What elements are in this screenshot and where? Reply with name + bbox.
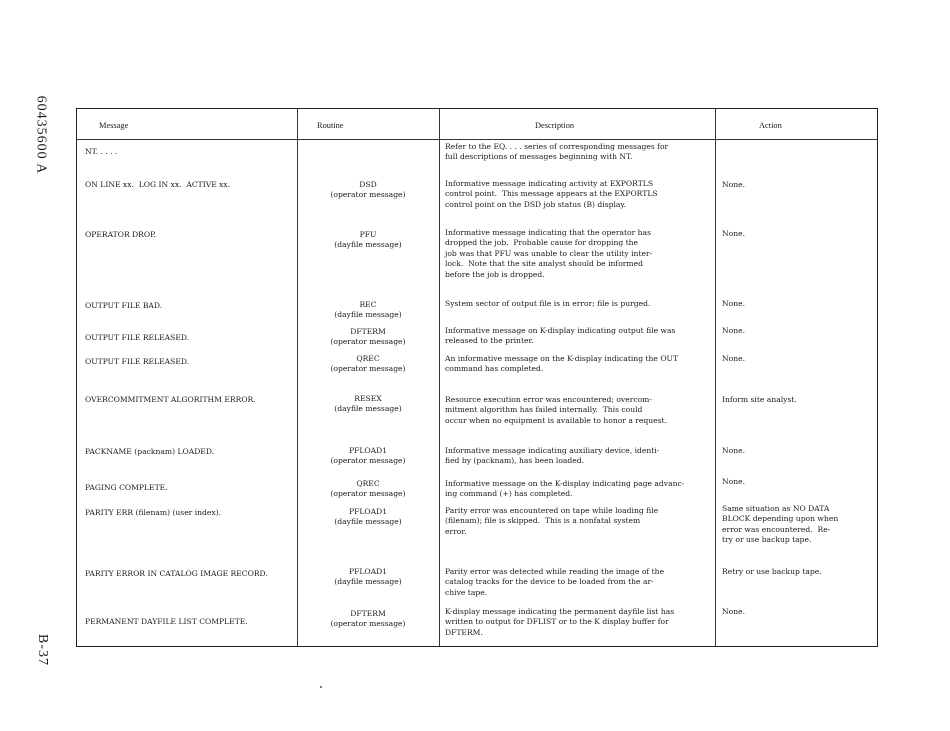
row-action: None. <box>722 299 746 308</box>
row-message: OPERATOR DROP. <box>85 230 157 239</box>
page-number-text: B-37 <box>35 634 50 666</box>
row-action: None. <box>722 477 746 486</box>
row-description: Informative message indicating auxiliary device, identi- fied by (packnam), has been loaded. <box>445 446 660 466</box>
row-action: None. <box>722 446 746 455</box>
column-divider <box>439 109 440 646</box>
row-message: NT. . . . . <box>85 147 118 156</box>
stray-mark <box>320 686 322 688</box>
document-number <box>20 70 60 200</box>
row-description: Resource execution error was encountered; overcom- mitment algorithm has failed internally. This could occur when no equipment is available to honor a request. <box>445 395 668 425</box>
row-message: PACKNAME (packnam) LOADED. <box>85 447 215 456</box>
row-message: OVERCOMMITMENT ALGORITHM ERROR. <box>85 395 256 404</box>
row-description: Parity error was detected while reading the image of the catalog tracks for the device to be loaded from the ar- chive tape. <box>445 567 665 597</box>
row-description: Informative message on K-display indicating output file was released to the printer. <box>445 326 676 346</box>
document-number-text: 60435600 A <box>33 95 48 175</box>
row-message: PARITY ERR (filenam) (user index). <box>85 508 222 517</box>
header-action: Action <box>759 121 782 130</box>
header-message: Message <box>99 121 129 130</box>
row-message: OUTPUT FILE BAD. <box>85 301 163 310</box>
row-description: Informative message indicating that the operator has dropped the job. Probable cause for dropping the job was that PFU was unable to clear the utility inter- lock. Note that the site analyst should be informed before the job is dropped. <box>445 228 653 279</box>
row-message: PERMANENT DAYFILE LIST COMPLETE. <box>85 617 248 626</box>
row-action: Inform site analyst. <box>722 395 797 404</box>
row-routine: PFU (dayfile message) <box>334 230 402 250</box>
row-routine: QREC (operator message) <box>330 354 406 374</box>
row-action: Same situation as NO DATA BLOCK depending upon when error was encountered. Re- try or use backup tape. <box>722 504 839 545</box>
row-description: Informative message indicating activity at EXPORTLS control point. This message appears at the EXPORTLS control point on the DSD job status (B) display. <box>445 179 658 209</box>
row-message: OUTPUT FILE RELEASED. <box>85 333 190 342</box>
row-description: An informative message on the K-display indicating the OUT command has completed. <box>445 354 679 374</box>
column-divider <box>715 109 716 646</box>
row-routine: REC (dayfile message) <box>334 300 402 320</box>
row-action: None. <box>722 354 746 363</box>
header-routine: Routine <box>317 121 344 130</box>
row-description: System sector of output file is in error; file is purged. <box>445 299 651 308</box>
row-routine: PFLOAD1 (operator message) <box>330 446 406 466</box>
row-action: Retry or use backup tape. <box>722 567 822 576</box>
header-description: Description <box>535 121 575 130</box>
row-message: OUTPUT FILE RELEASED. <box>85 357 190 366</box>
page-number <box>22 625 62 675</box>
row-description: Refer to the EQ. . . . series of corresponding messages for full descriptions of messages beginning with NT. <box>445 142 669 162</box>
row-action: None. <box>722 326 746 335</box>
row-routine: PFLOAD1 (dayfile message) <box>334 567 402 587</box>
row-message: PARITY ERROR IN CATALOG IMAGE RECORD. <box>85 569 268 578</box>
row-description: K-display message indicating the permanent dayfile list has written to output for DFLIST or to the K display buffer for DFTERM. <box>445 607 675 637</box>
row-action: None. <box>722 229 746 238</box>
header-divider <box>77 139 877 140</box>
row-routine: DFTERM (operator message) <box>330 609 406 629</box>
row-description: Parity error was encountered on tape while loading file (filenam); file is skipped. This is a nonfatal system error. <box>445 506 659 536</box>
row-action: None. <box>722 607 746 616</box>
row-routine: PFLOAD1 (dayfile message) <box>334 507 402 527</box>
row-routine: DFTERM (operator message) <box>330 327 406 347</box>
row-routine: RESEX (dayfile message) <box>334 394 402 414</box>
row-action: None. <box>722 180 746 189</box>
row-message: ON LINE xx. LOG IN xx. ACTIVE xx. <box>85 180 231 189</box>
row-routine: DSD (operator message) <box>330 180 406 200</box>
row-description: Informative message on the K-display indicating page advanc- ing command (+) has completed. <box>445 479 685 499</box>
row-routine: QREC (operator message) <box>330 479 406 499</box>
message-table <box>76 108 878 647</box>
row-message: PAGING COMPLETE. <box>85 483 168 492</box>
